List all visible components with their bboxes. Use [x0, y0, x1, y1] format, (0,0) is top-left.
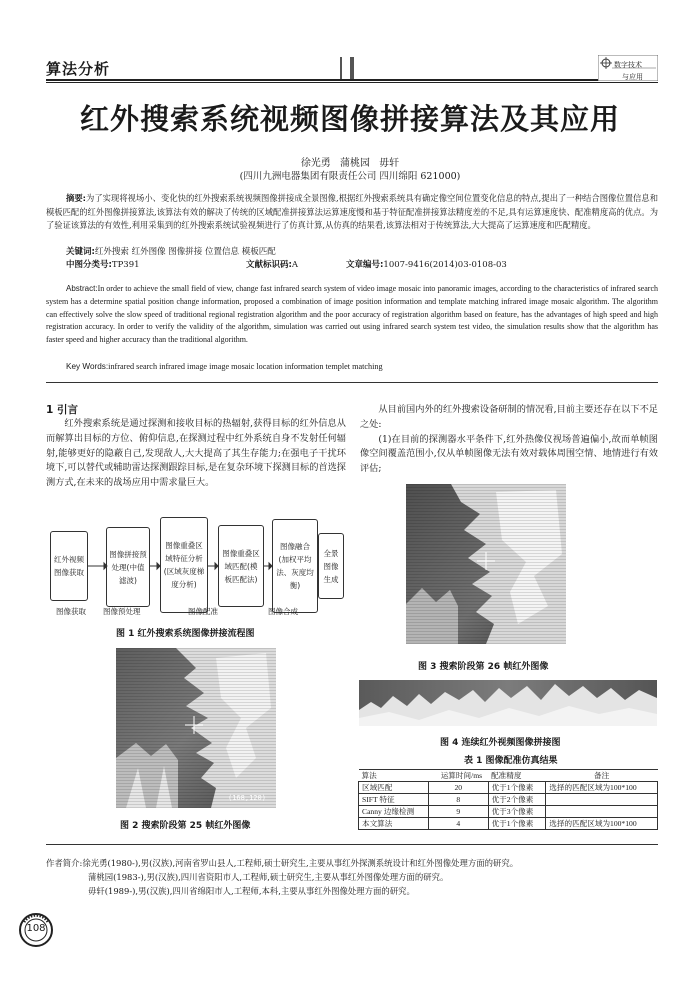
stage-label-registration: 图像配准	[188, 607, 218, 616]
table-header-cell: 配准精度	[488, 770, 546, 782]
table-cell: 4	[428, 818, 488, 830]
table-row	[359, 794, 658, 806]
figure-3-caption: 图 3 搜索阶段第 26 帧红外图像	[418, 662, 549, 672]
journal-logo-line2: 与应用	[622, 73, 643, 81]
flow-box-fusion: 图像融合(加权平均法、灰度均衡)	[272, 519, 318, 613]
abstract-cn-label: 摘要:	[66, 193, 86, 203]
table-cell: SIFT 特征	[359, 794, 429, 806]
figure-3-infrared-image	[406, 484, 566, 644]
table-row	[359, 782, 658, 794]
keywords-en-label: Key Words:	[66, 362, 109, 371]
table-cell: 20	[428, 782, 488, 794]
table-row	[359, 806, 658, 818]
table-cell: 本文算法	[359, 818, 429, 830]
table-header-cell: 算法	[359, 770, 429, 782]
table-header-cell: 备注	[546, 770, 658, 782]
header-rule	[46, 79, 658, 81]
flow-box-match: 图像重叠区域匹配(模板匹配法)	[218, 525, 264, 607]
table-header-cell: 运算时间/ms	[428, 770, 488, 782]
table-cell	[546, 806, 658, 818]
stage-label-composite: 图像合成	[268, 607, 298, 616]
abstract-en	[46, 283, 658, 347]
header-rule	[46, 82, 658, 83]
figure-2-infrared-image	[116, 648, 276, 808]
abstract-divider	[46, 382, 658, 383]
page-number: 108	[26, 923, 46, 934]
intro-paragraph-1: 红外搜索系统是通过探测和接收目标的热辐射,获得目标的红外信息从而解算出目标的方位、俯仰信息,在探测过程中红外系统自身不发射任何辐射,能够更好的隐蔽自己,发现敌人,大大提高了其生存能力;在强电子干扰环境下,可以替代或辅助雷达探测跟踪目标,是在复杂环境下探测目标的首选探测方式,在未来的战场应用中需求量巨大。	[46, 418, 346, 489]
keywords-cn-text: 红外搜索 红外图像 图像拼接 位置信息 模板匹配	[94, 247, 276, 257]
authors: 徐光勇 蒲桃园 毋轩	[300, 158, 400, 169]
intro-right-column	[360, 403, 658, 477]
figure-4-panorama-image	[359, 680, 657, 726]
author-footnote	[46, 856, 658, 898]
figure-1-caption: 图 1 红外搜索系统图像拼接流程图	[116, 629, 255, 639]
keywords-en	[66, 362, 383, 371]
flow-box-feature: 图像重叠区域特征分析(区域灰度梯度分析)	[160, 517, 208, 613]
abstract-en-label: Abstract:	[66, 284, 98, 293]
table-cell	[546, 794, 658, 806]
section-heading-intro: 1 引言	[46, 404, 78, 416]
article-number: 文章编号:1007-9416(2014)03-0108-03	[346, 260, 507, 270]
flow-box-panorama: 全景图像生成	[318, 533, 344, 599]
intro-paragraph-3: (1)在目前的探测器水平条件下,红外热像仪视场普遍偏小,故而单帧图像空间覆盖范围小,仅从单帧图像无法有效对载体周围空情、地情进行有效评估;	[360, 433, 658, 475]
table-cell: 优于3个像素	[488, 806, 546, 818]
table-cell: 优于1个像素	[488, 782, 546, 794]
figure-2-caption: 图 2 搜索阶段第 25 帧红外图像	[120, 821, 251, 831]
footnote-line: 作者简介:徐光勇(1980-),男(汉族),河南省罗山县人,工程师,硕士研究生,主要从事红外探测系统设计和红外图像处理方面的研究。	[46, 858, 519, 868]
table-cell: 优于2个像素	[488, 794, 546, 806]
figure-2-coordinate-stamp: (168,120)	[228, 794, 266, 802]
table-cell: 优于1个像素	[488, 818, 546, 830]
journal-logo-line1: 数字技术	[614, 61, 642, 69]
keywords-cn-label: 关键词:	[66, 247, 95, 257]
affiliation: (四川九洲电器集团有限责任公司 四川绵阳 621000)	[239, 171, 461, 182]
intro-paragraph-2: 从目前国内外的红外搜索设备研制的情况看,目前主要还存在以下不足之处:	[360, 404, 658, 430]
stage-label-acquire: 图像获取	[56, 607, 86, 616]
table-cell: 选择的匹配区域为100*100	[546, 782, 658, 794]
paper-title: 红外搜索系统视频图像拼接算法及其应用	[79, 102, 620, 136]
table-row	[359, 818, 658, 830]
abstract-cn-text: 为了实现将视场小、变化快的红外搜索系统视频图像拼接成全景图像,根据红外搜索系统具有确定像空间位置变化信息的特点,提出了一种结合图像位置信息和模板匹配的红外图像拼接算法,该算法有效的解决了传统的区域配准拼接算法运算速度慢和基于特征配准拼接算法精度差的不足,具有运算速度快、配准精度高的优点。为了验证该算法的有效性,利用采集到的红外搜索系统试验视频进行了仿真计算,从仿真的结果看,该算法相对于传统算法,大大提高了运算速度和匹配精度。	[46, 193, 658, 230]
footnote-line: 蒲桃园(1983-),男(汉族),四川省资阳市人,工程师,硕士研究生,主要从事红外图像处理方面的研究。	[88, 872, 449, 882]
table-cell: Canny 边缘检测	[359, 806, 429, 818]
abstract-cn	[46, 192, 658, 233]
table-1-caption: 表 1 图像配准仿真结果	[464, 756, 558, 766]
abstract-en-text: In order to achieve the small field of view, change fast infrared search system of video image mosaic into panoramic images, according to the characteristics of infrared search system has a determine spatial position change information, proposed a combination of image position information and template matching infrared image mosaic algorithm. The algorithm can effectively solve the slow speed of traditional regional registration algorithm and the poor accuracy of registration algorithm based on feature, has the advantages of high speed and high registration accuracy. In order to verify the validity of the algorithm, simulation was carried out using infrared search system test video, the simulation results show that the algorithm has faster speed and higher accuracy than the traditional algorithm.	[46, 284, 658, 345]
header-divider	[340, 57, 342, 79]
keywords-cn	[66, 245, 276, 257]
keywords-en-text: infrared search infrared image image mosaic location information templet matching	[108, 362, 383, 371]
table-1	[358, 769, 658, 830]
table-cell: 8	[428, 794, 488, 806]
header-divider	[350, 57, 354, 79]
section-header: 算法分析	[46, 60, 111, 78]
footnote-rule	[46, 844, 658, 845]
clc-number: 中图分类号:TP391	[66, 260, 140, 270]
table-header-row	[359, 770, 658, 782]
footnote-line: 毋轩(1989-),男(汉族),四川省绵阳市人,工程师,本科,主要从事红外图像处理方面的研究。	[88, 886, 415, 896]
table-cell: 区域匹配	[359, 782, 429, 794]
doc-code: 文献标识码:A	[246, 260, 299, 270]
stage-label-preprocess: 图像预处理	[103, 607, 141, 616]
flow-box-preprocess: 图像拼接预处理(中值滤波)	[106, 527, 150, 607]
figure-4-caption: 图 4 连续红外视频图像拼接图	[440, 738, 561, 748]
table-cell: 9	[428, 806, 488, 818]
flow-box-acquire: 红外视频图像获取	[50, 531, 88, 601]
table-cell: 选择的匹配区域为100*100	[546, 818, 658, 830]
